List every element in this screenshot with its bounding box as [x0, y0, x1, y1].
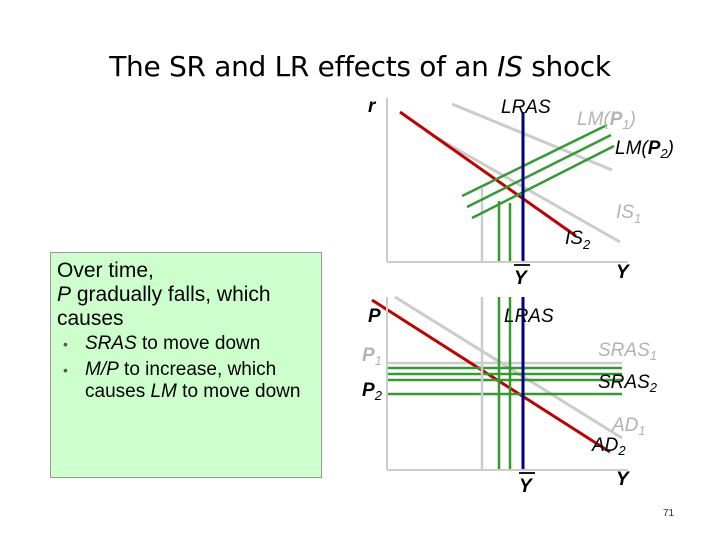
ad2-label: $AD_2$ [592, 435, 626, 458]
p1-label: $P_1$ [362, 345, 382, 368]
bullet-dot-icon: • [63, 362, 68, 378]
is2-curve [400, 112, 576, 236]
adas-ybar-label: Y [519, 476, 532, 497]
islm-lras-label: LRAS [501, 97, 551, 118]
is1-curve [432, 135, 620, 242]
explanation-lead: Over time, P gradually falls, which causes [57, 259, 271, 330]
lm2-label: $LM(P_2)$ [615, 138, 674, 161]
bullet-item: • SRAS to move down [63, 333, 261, 354]
lm1-label: $LM(P_1)$ [577, 109, 636, 132]
bullet-dot-icon: • [63, 336, 68, 352]
sras2-label: $SRAS_2$ [598, 372, 657, 395]
islm-panel [368, 96, 674, 289]
bullet-item: • M/P to increase, which causes LM to move down [63, 359, 301, 402]
islm-y-axis-label: r [368, 96, 376, 117]
adas-lras-label: LRAS [504, 306, 554, 327]
adas-x-axis-label: Y [616, 469, 629, 490]
page-number: 71 [663, 508, 675, 519]
adas-panel [362, 297, 658, 497]
islm-x-axis-label: Y [616, 262, 629, 283]
ad1-label: $AD_1$ [612, 415, 646, 438]
slide-title: The SR and LR effects of an IS shock [109, 50, 611, 83]
sras1-label: $SRAS_1$ [598, 340, 657, 363]
ad2-curve [372, 300, 610, 452]
islm-ybar-label: Y [514, 268, 527, 289]
is2-label: $IS_2$ [565, 228, 591, 252]
explanation-bullets [57, 333, 315, 403]
adas-y-axis-label: P [368, 306, 381, 327]
p2-label: $P_2$ [362, 380, 382, 403]
is1-label: $IS_1$ [616, 202, 642, 226]
explanation-textbox [50, 252, 322, 478]
